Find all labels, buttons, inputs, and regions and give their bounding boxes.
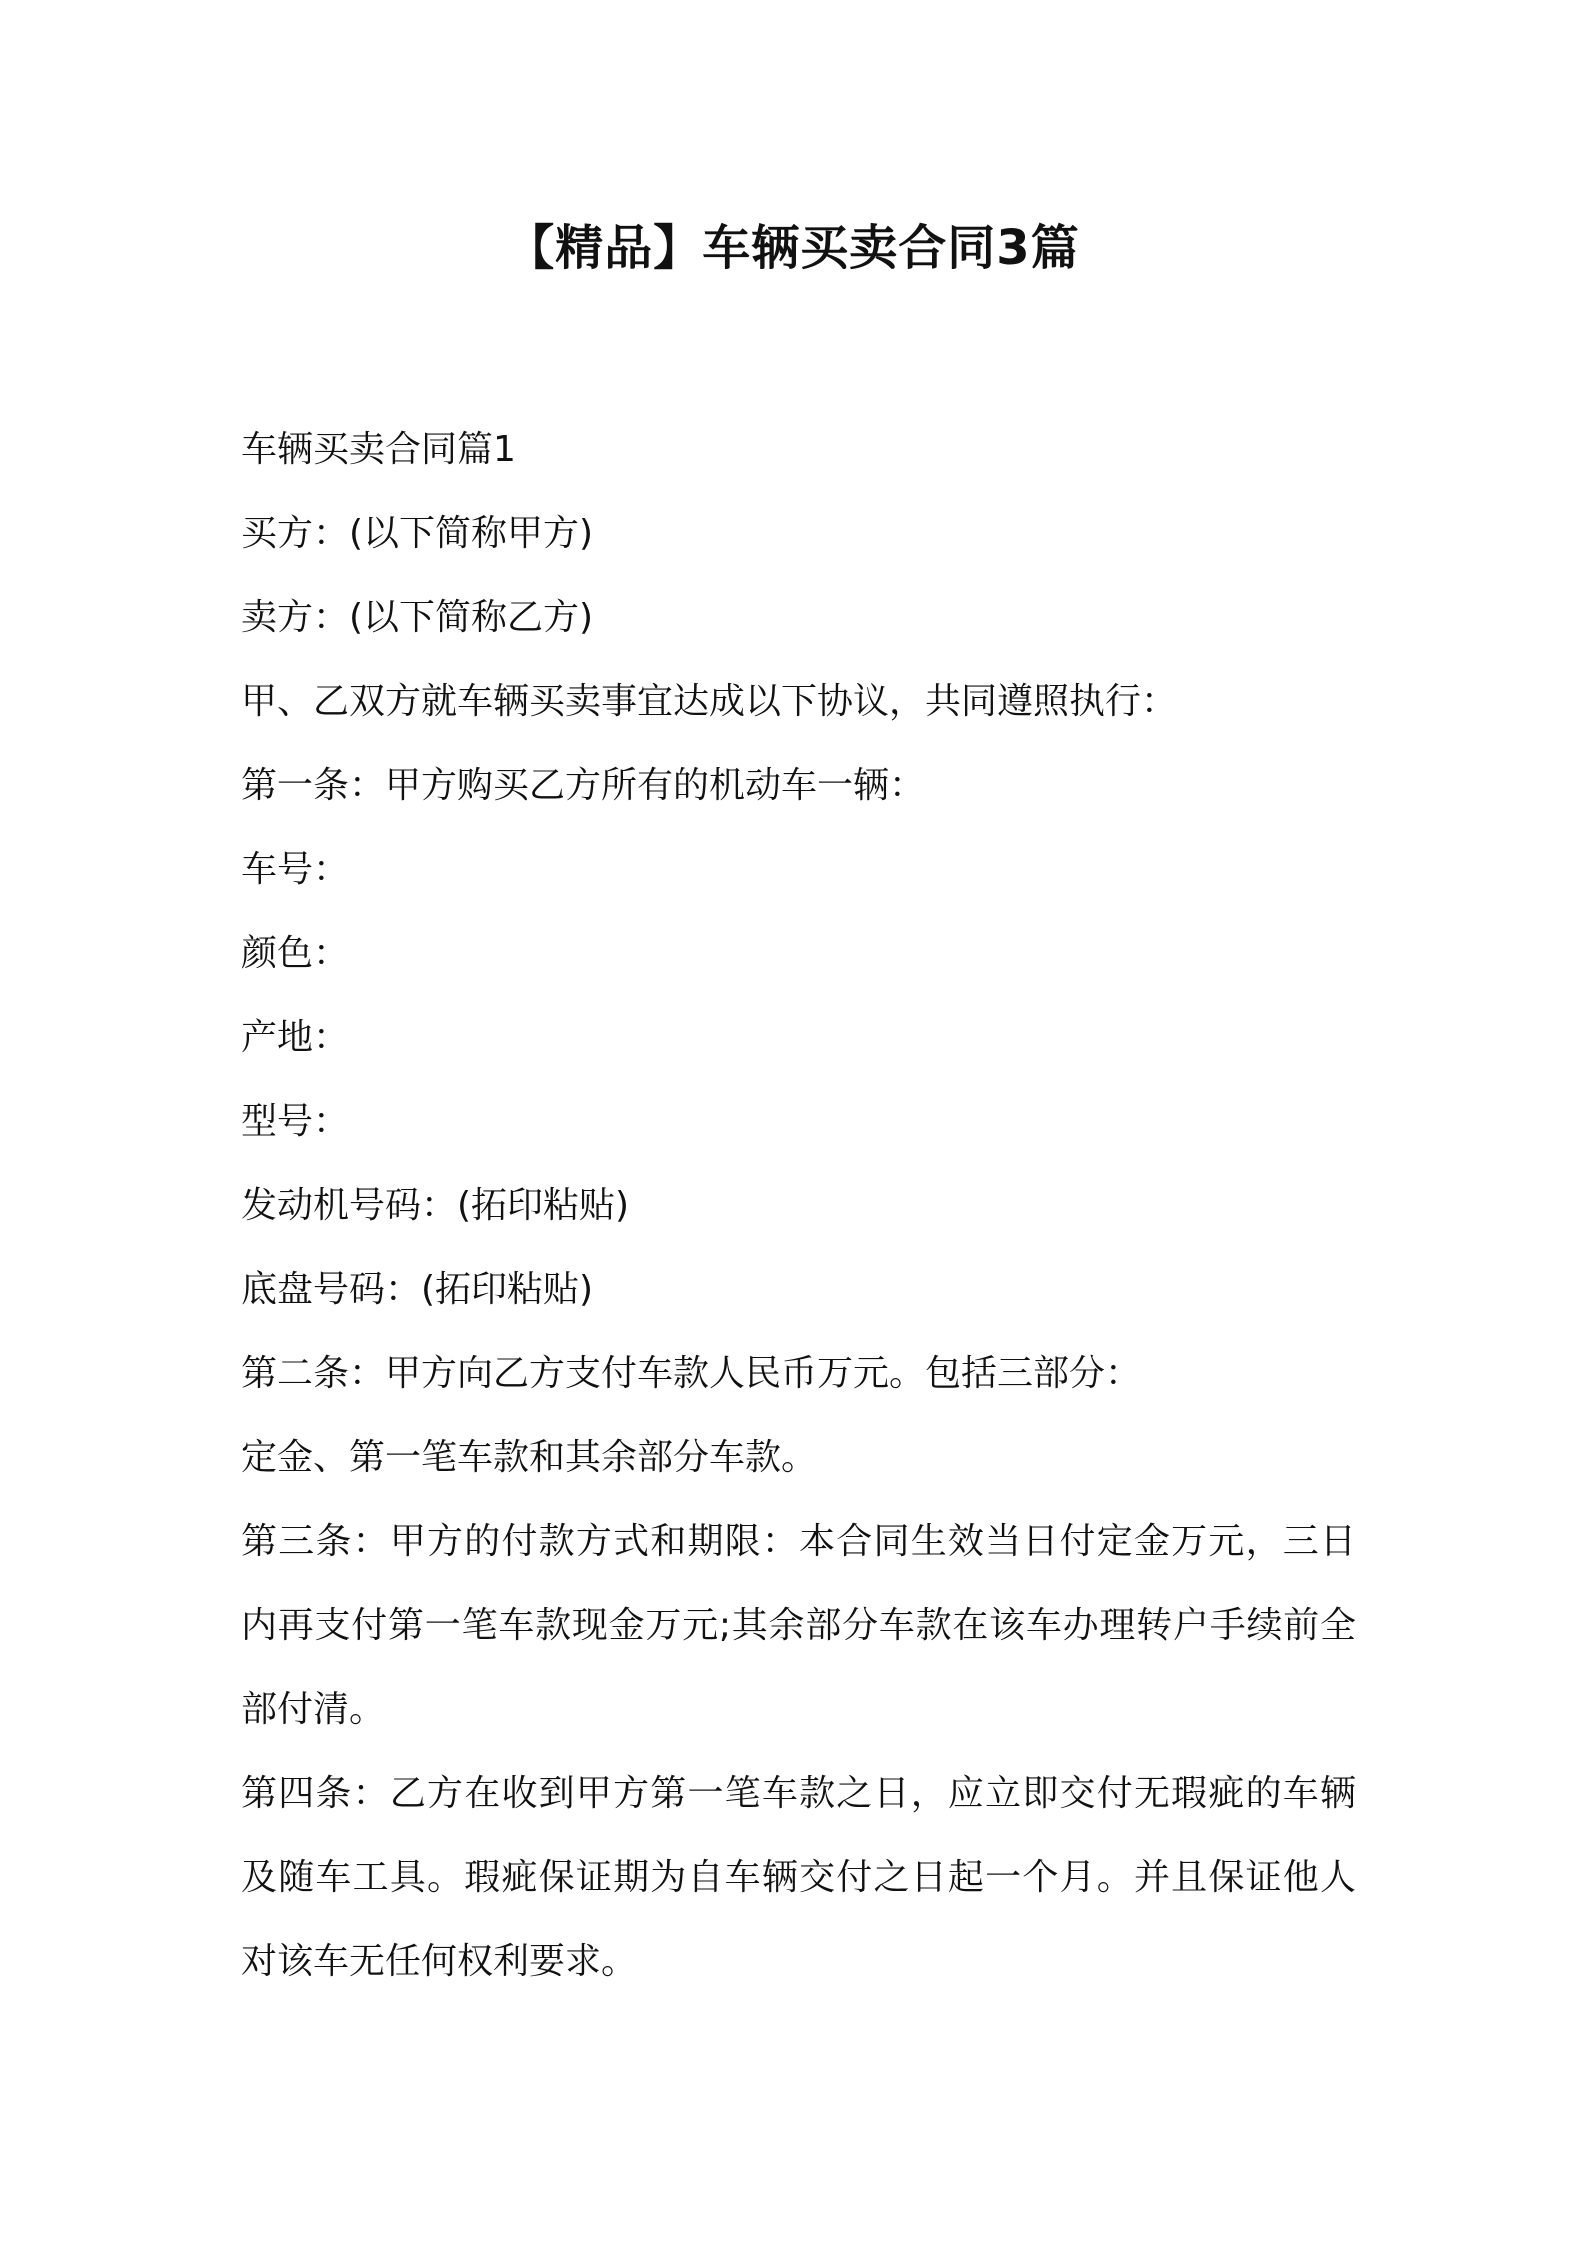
field-chassis-number: 底盘号码：(拓印粘贴) xyxy=(241,1269,594,1310)
field-engine-number: 发动机号码：(拓印粘贴) xyxy=(241,1185,630,1226)
article-3: 第三条：甲方的付款方式和期限：本合同生效当日付定金万元，三日内再支付第一笔车款现金万元;其余部分车款在该车办理转户手续前全部付清。 xyxy=(241,1521,1356,1730)
seller-line: 卖方：(以下简称乙方) xyxy=(241,597,594,638)
field-plate-number: 车号： xyxy=(241,849,350,890)
document-body xyxy=(241,408,1356,2004)
article-4: 第四条：乙方在收到甲方第一笔车款之日，应立即交付无瑕疵的车辆及随车工具。瑕疵保证期为自车辆交付之日起一个月。并且保证他人对该车无任何权利要求。 xyxy=(241,1773,1356,1982)
field-origin: 产地： xyxy=(241,1017,350,1058)
buyer-line: 买方：(以下简称甲方) xyxy=(241,513,594,554)
article-2-continued: 定金、第一笔车款和其余部分车款。 xyxy=(241,1437,818,1478)
agreement-intro: 甲、乙双方就车辆买卖事宜达成以下协议，共同遵照执行： xyxy=(241,681,1178,722)
field-model: 型号： xyxy=(241,1101,350,1142)
section-heading: 车辆买卖合同篇1 xyxy=(241,429,516,470)
document-title: 【精品】车辆买卖合同3篇 xyxy=(506,220,1080,276)
field-color: 颜色： xyxy=(241,933,350,974)
article-2: 第二条：甲方向乙方支付车款人民币万元。包括三部分： xyxy=(241,1353,1142,1394)
article-1: 第一条：甲方购买乙方所有的机动车一辆： xyxy=(241,765,926,806)
